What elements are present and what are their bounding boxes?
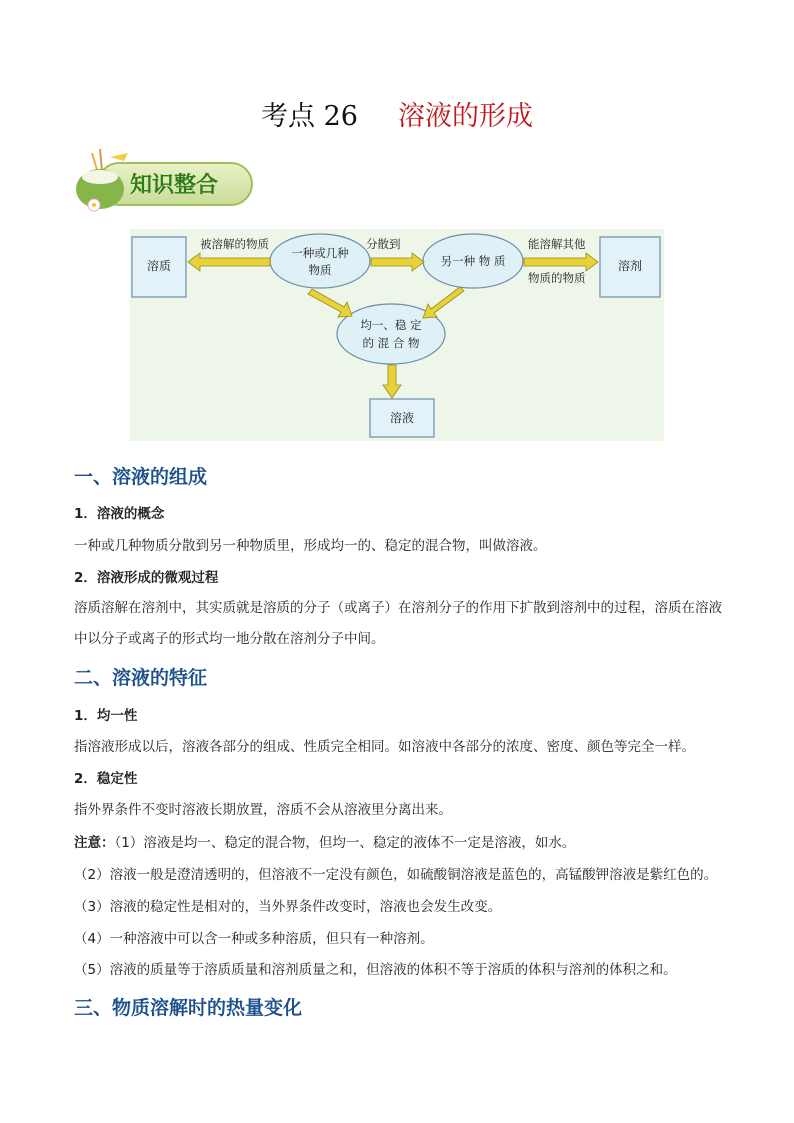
solute-label: 溶质 (146, 259, 172, 273)
subheading-2-1: 1．均一性 (74, 708, 138, 724)
solvent-label: 溶剂 (617, 259, 643, 273)
paragraph-1-1: 一种或几种物质分散到另一种物质里，形成均一的、稳定的混合物，叫做溶液。 (74, 538, 547, 554)
paragraph-2-2: 指外界条件不变时溶液长期放置，溶质不会从溶液里分离出来。 (74, 802, 452, 818)
section-heading-2: 二、溶液的特征 (74, 667, 208, 689)
note-1-text: （1）溶液是均一、稳定的混合物，但均一、稳定的液体不一定是溶液，如水。 (114, 835, 576, 851)
concept-diagram (130, 229, 664, 441)
section-heading-1: 一、溶液的组成 (74, 466, 208, 488)
note-4: （4）一种溶液中可以含一种或多种溶质，但只有一种溶剂。 (74, 931, 434, 947)
solution-label: 溶液 (389, 411, 415, 425)
subheading-1-1: 1．溶液的概念 (74, 506, 165, 522)
ellipse-left-line2: 物质 (308, 263, 332, 277)
subheading-2-2: 2．稳定性 (74, 771, 138, 787)
subheading-1-2: 2．溶液形成的微观过程 (74, 570, 219, 586)
badge-label: 知识整合 (130, 173, 219, 198)
ellipse-right-label: 另一种 物 质 (440, 254, 506, 268)
paragraph-2-1: 指溶液形成以后，溶液各部分的组成、性质完全相同。如溶液中各部分的浓度、密度、颜色等完全一样。 (74, 739, 695, 755)
title-main: 溶液的形成 (397, 101, 533, 132)
note-1 (74, 833, 575, 853)
page-title (0, 100, 794, 134)
note-label: 注意： (74, 835, 115, 851)
ellipse-bottom-line1: 均一、稳 定 (360, 318, 422, 332)
label-can-dissolve-2: 物质的物质 (528, 271, 586, 285)
knowledge-badge (70, 147, 256, 213)
ellipse-substances (270, 234, 370, 288)
label-disperse: 分散到 (366, 237, 401, 251)
title-prefix: 考点 26 (261, 101, 358, 132)
label-dissolved-substance: 被溶解的物质 (200, 237, 269, 251)
paragraph-1-2: 溶质溶解在溶剂中，其实质就是溶质的分子（或离子）在溶剂分子的作用下扩散到溶剂中的过程，溶质在溶液中以分子或离子的形式均一地分散在溶剂分子中间。 (74, 600, 722, 647)
label-can-dissolve-1: 能溶解其他 (528, 237, 586, 251)
ellipse-left-line1: 一种或几种 (291, 246, 349, 260)
note-5: （5）溶液的质量等于溶质质量和溶剂质量之和，但溶液的体积不等于溶质的体积与溶剂的体积之和。 (74, 962, 677, 978)
ellipse-bottom-line2: 的 混 合 物 (362, 336, 420, 350)
section-heading-3: 三、物质溶解时的热量变化 (74, 997, 303, 1019)
note-3: （3）溶液的稳定性是相对的，当外界条件改变时，溶液也会发生改变。 (74, 899, 502, 915)
note-2: （2）溶液一般是澄清透明的，但溶液不一定没有颜色，如硫酸铜溶液是蓝色的，高锰酸钾溶液是紫红色的。 (74, 867, 718, 883)
